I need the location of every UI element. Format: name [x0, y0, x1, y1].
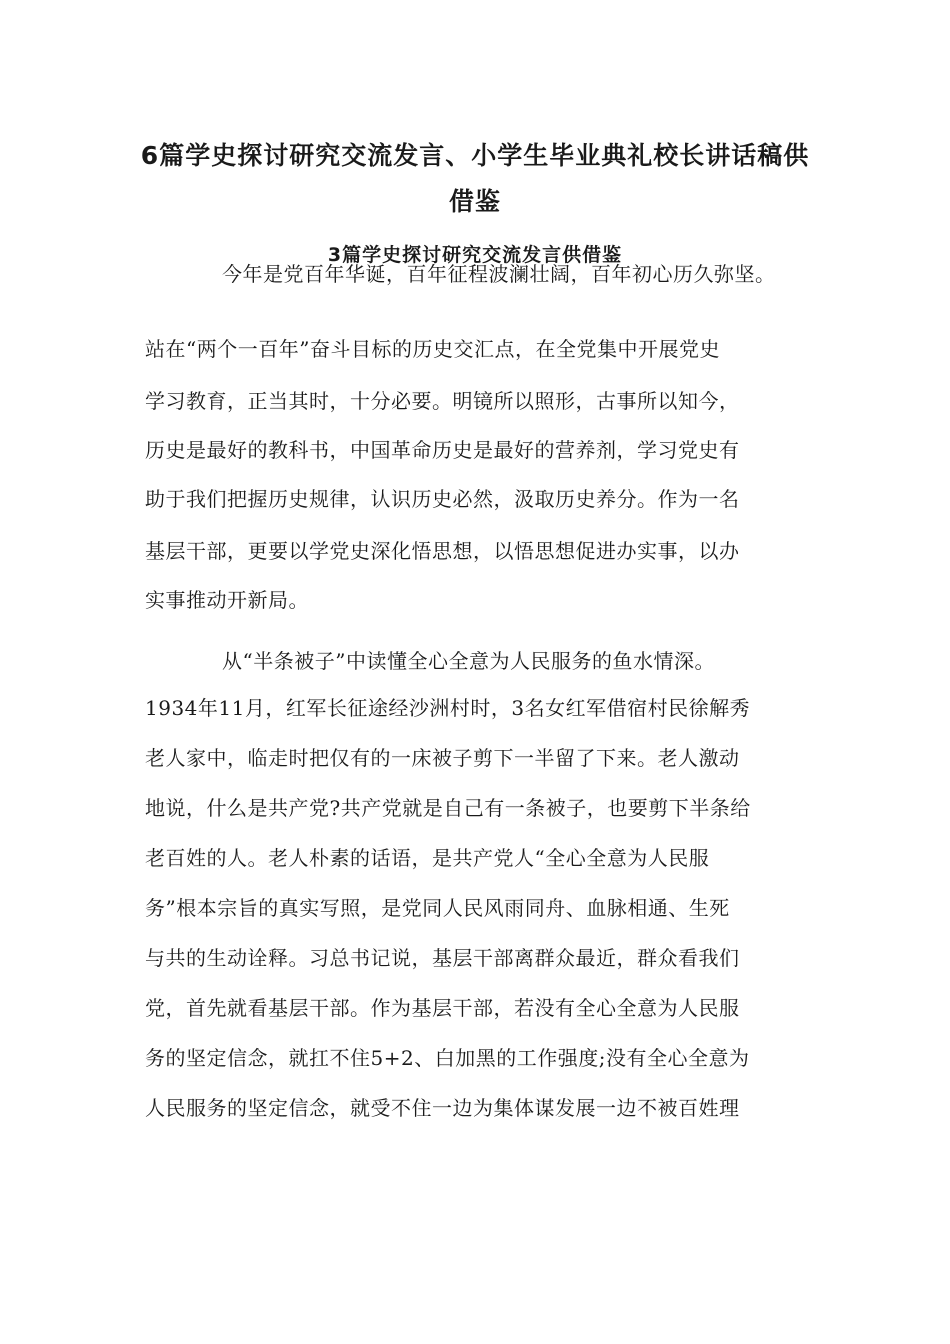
- paragraph-1-line: 助于我们把握历史规律，认识历史必然，汲取历史养分。作为一名: [145, 487, 740, 511]
- paragraph-2-line: 党，首先就看基层干部。作为基层干部，若没有全心全意为人民服: [145, 996, 740, 1020]
- section-subtitle: 3篇学史探讨研究交流发言供借鉴: [327, 244, 623, 266]
- paragraph-2-line: 从“半条被子”中读懂全心全意为人民服务的鱼水情深。: [222, 649, 715, 673]
- paragraph-2-line: 地说，什么是共产党?共产党就是自己有一条被子，也要剪下半条给: [145, 796, 751, 820]
- document-title-line-1: 6篇学史探讨研究交流发言、小学生毕业典礼校长讲话稿供: [140, 141, 810, 170]
- paragraph-2-line: 务的坚定信念，就扛不住5+2、白加黑的工作强度;没有全心全意为: [145, 1046, 750, 1070]
- paragraph-2-line: 老百姓的人。老人朴素的话语，是共产党人“全心全意为人民服: [145, 846, 710, 870]
- paragraph-2-line: 老人家中，临走时把仅有的一床被子剪下一半留了下来。老人激动: [145, 746, 740, 770]
- paragraph-1-line: 实事推动开新局。: [145, 588, 309, 612]
- paragraph-1-line: 今年是党百年华诞，百年征程波澜壮阔，百年初心历久弥坚。: [222, 262, 776, 286]
- paragraph-2-line: 人民服务的坚定信念，就受不住一边为集体谋发展一边不被百姓理: [145, 1096, 740, 1120]
- document-title-line-2: 借鉴: [448, 187, 501, 216]
- paragraph-1-line: 站在“两个一百年”奋斗目标的历史交汇点，在全党集中开展党史: [145, 337, 720, 361]
- paragraph-2-line: 务”根本宗旨的真实写照，是党同人民风雨同舟、血脉相通、生死: [145, 896, 730, 920]
- paragraph-1-line: 基层干部，更要以学党史深化悟思想，以悟思想促进办实事，以办: [145, 539, 740, 563]
- paragraph-1-line: 学习教育，正当其时，十分必要。明镜所以照形，古事所以知今，: [145, 389, 740, 413]
- paragraph-2-line: 与共的生动诠释。习总书记说，基层干部离群众最近，群众看我们: [145, 946, 740, 970]
- paragraph-1-line: 历史是最好的教科书，中国革命历史是最好的营养剂，学习党史有: [145, 438, 740, 462]
- paragraph-2-line: 1934年11月，红军长征途经沙洲村时，3名女红军借宿村民徐解秀: [145, 696, 751, 720]
